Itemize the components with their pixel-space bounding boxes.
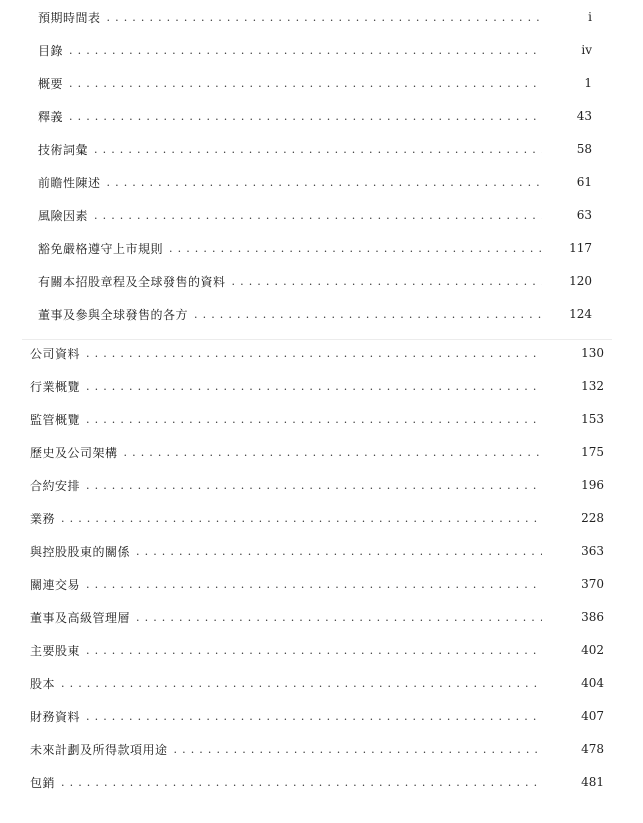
toc-entry-title: 與控股股東的關係 (30, 545, 131, 559)
toc-entry-contents[interactable] (38, 41, 548, 61)
toc-entry-page: 407 (581, 709, 604, 723)
leader-dots (136, 542, 542, 562)
toc-entry-title: 公司資料 (30, 347, 81, 361)
toc-entry-page: 124 (569, 307, 592, 321)
toc-entry-underwriting[interactable] (30, 773, 548, 793)
toc-entry-future-plans[interactable] (30, 740, 548, 760)
toc-entry-contractual-arrangements[interactable] (30, 476, 548, 496)
leader-dots (124, 443, 542, 463)
toc-entry-page: 404 (581, 676, 604, 690)
toc-entry-business[interactable] (30, 509, 548, 529)
toc-entry-title: 未來計劃及所得款項用途 (30, 743, 168, 757)
toc-entry-title: 監管概覽 (30, 413, 81, 427)
toc-entry-page: 58 (576, 142, 592, 156)
toc-entry-glossary[interactable] (38, 140, 548, 160)
toc-entry-page: 363 (581, 544, 604, 558)
toc-entry-forward-looking[interactable] (38, 173, 548, 193)
toc-entry-title: 董事及參與全球發售的各方 (38, 308, 189, 322)
section-divider (22, 339, 612, 340)
toc-entry-page: 478 (581, 742, 604, 756)
toc-entry-directors-parties[interactable] (38, 305, 548, 325)
toc-entry-title: 風險因素 (38, 209, 89, 223)
toc-entry-title: 合約安排 (30, 479, 81, 493)
leader-dots (194, 305, 542, 325)
toc-entry-title: 行業概覽 (30, 380, 81, 394)
toc-entry-directors-management[interactable] (30, 608, 548, 628)
leader-dots (107, 8, 542, 28)
toc-entry-title: 董事及高級管理層 (30, 611, 131, 625)
leader-dots (107, 173, 542, 193)
toc-entry-industry-overview[interactable] (30, 377, 548, 397)
toc-entry-title: 包銷 (30, 776, 56, 790)
toc-entry-expected-timetable[interactable] (38, 8, 548, 28)
toc-entry-page: iv (581, 43, 592, 57)
leader-dots (86, 641, 542, 661)
toc-entry-waivers[interactable] (38, 239, 548, 259)
toc-entry-risk-factors[interactable] (38, 206, 548, 226)
toc-entry-connected-transactions[interactable] (30, 575, 548, 595)
toc-entry-title: 歷史及公司架構 (30, 446, 118, 460)
toc-entry-page: 370 (581, 577, 604, 591)
toc-entry-title: 預期時間表 (38, 11, 101, 25)
leader-dots (94, 140, 542, 160)
toc-entry-page: 43 (576, 109, 592, 123)
toc-entry-page: 481 (581, 775, 604, 789)
toc-entry-page: 117 (569, 241, 592, 255)
leader-dots (69, 74, 542, 94)
leader-dots (69, 107, 542, 127)
leader-dots (169, 239, 542, 259)
toc-entry-title: 釋義 (38, 110, 64, 124)
toc-entry-title: 主要股東 (30, 644, 81, 658)
toc-entry-page: i (588, 10, 592, 24)
toc-entry-title: 關連交易 (30, 578, 81, 592)
toc-entry-page: 61 (576, 175, 592, 189)
toc-entry-page: 130 (581, 346, 604, 360)
leader-dots (61, 509, 542, 529)
toc-entry-page: 1 (584, 76, 592, 90)
toc-entry-page: 228 (581, 511, 604, 525)
toc-entry-page: 386 (581, 610, 604, 624)
toc-entry-corporate-info[interactable] (30, 344, 548, 364)
leader-dots (86, 344, 542, 364)
toc-entry-title: 技術詞彙 (38, 143, 89, 157)
leader-dots (86, 377, 542, 397)
toc-entry-title: 業務 (30, 512, 56, 526)
toc-entry-prospectus-info[interactable] (38, 272, 548, 292)
toc-entry-title: 概要 (38, 77, 64, 91)
toc-entry-title: 目錄 (38, 44, 64, 58)
toc-entry-summary[interactable] (38, 74, 548, 94)
toc-entry-share-capital[interactable] (30, 674, 548, 694)
toc-entry-page: 402 (581, 643, 604, 657)
leader-dots (61, 773, 542, 793)
leader-dots (136, 608, 542, 628)
toc-entry-page: 132 (581, 379, 604, 393)
toc-entry-definitions[interactable] (38, 107, 548, 127)
toc-entry-history-structure[interactable] (30, 443, 548, 463)
toc-entry-page: 196 (581, 478, 604, 492)
leader-dots (232, 272, 542, 292)
leader-dots (69, 41, 542, 61)
leader-dots (86, 707, 542, 727)
toc-entry-title: 財務資料 (30, 710, 81, 724)
toc-entry-page: 153 (581, 412, 604, 426)
leader-dots (61, 674, 542, 694)
toc-entry-regulatory-overview[interactable] (30, 410, 548, 430)
toc-entry-financial-info[interactable] (30, 707, 548, 727)
leader-dots (94, 206, 542, 226)
toc-entry-page: 120 (569, 274, 592, 288)
toc-entry-controlling-shareholders[interactable] (30, 542, 548, 562)
leader-dots (86, 476, 542, 496)
toc-entry-title: 豁免嚴格遵守上市規則 (38, 242, 164, 256)
toc-entry-substantial-shareholders[interactable] (30, 641, 548, 661)
toc-entry-page: 63 (576, 208, 592, 222)
leader-dots (86, 575, 542, 595)
leader-dots (86, 410, 542, 430)
toc-entry-title: 前瞻性陳述 (38, 176, 101, 190)
leader-dots (174, 740, 542, 760)
toc-entry-page: 175 (581, 445, 604, 459)
toc-entry-title: 股本 (30, 677, 56, 691)
toc-entry-title: 有關本招股章程及全球發售的資料 (38, 275, 226, 289)
